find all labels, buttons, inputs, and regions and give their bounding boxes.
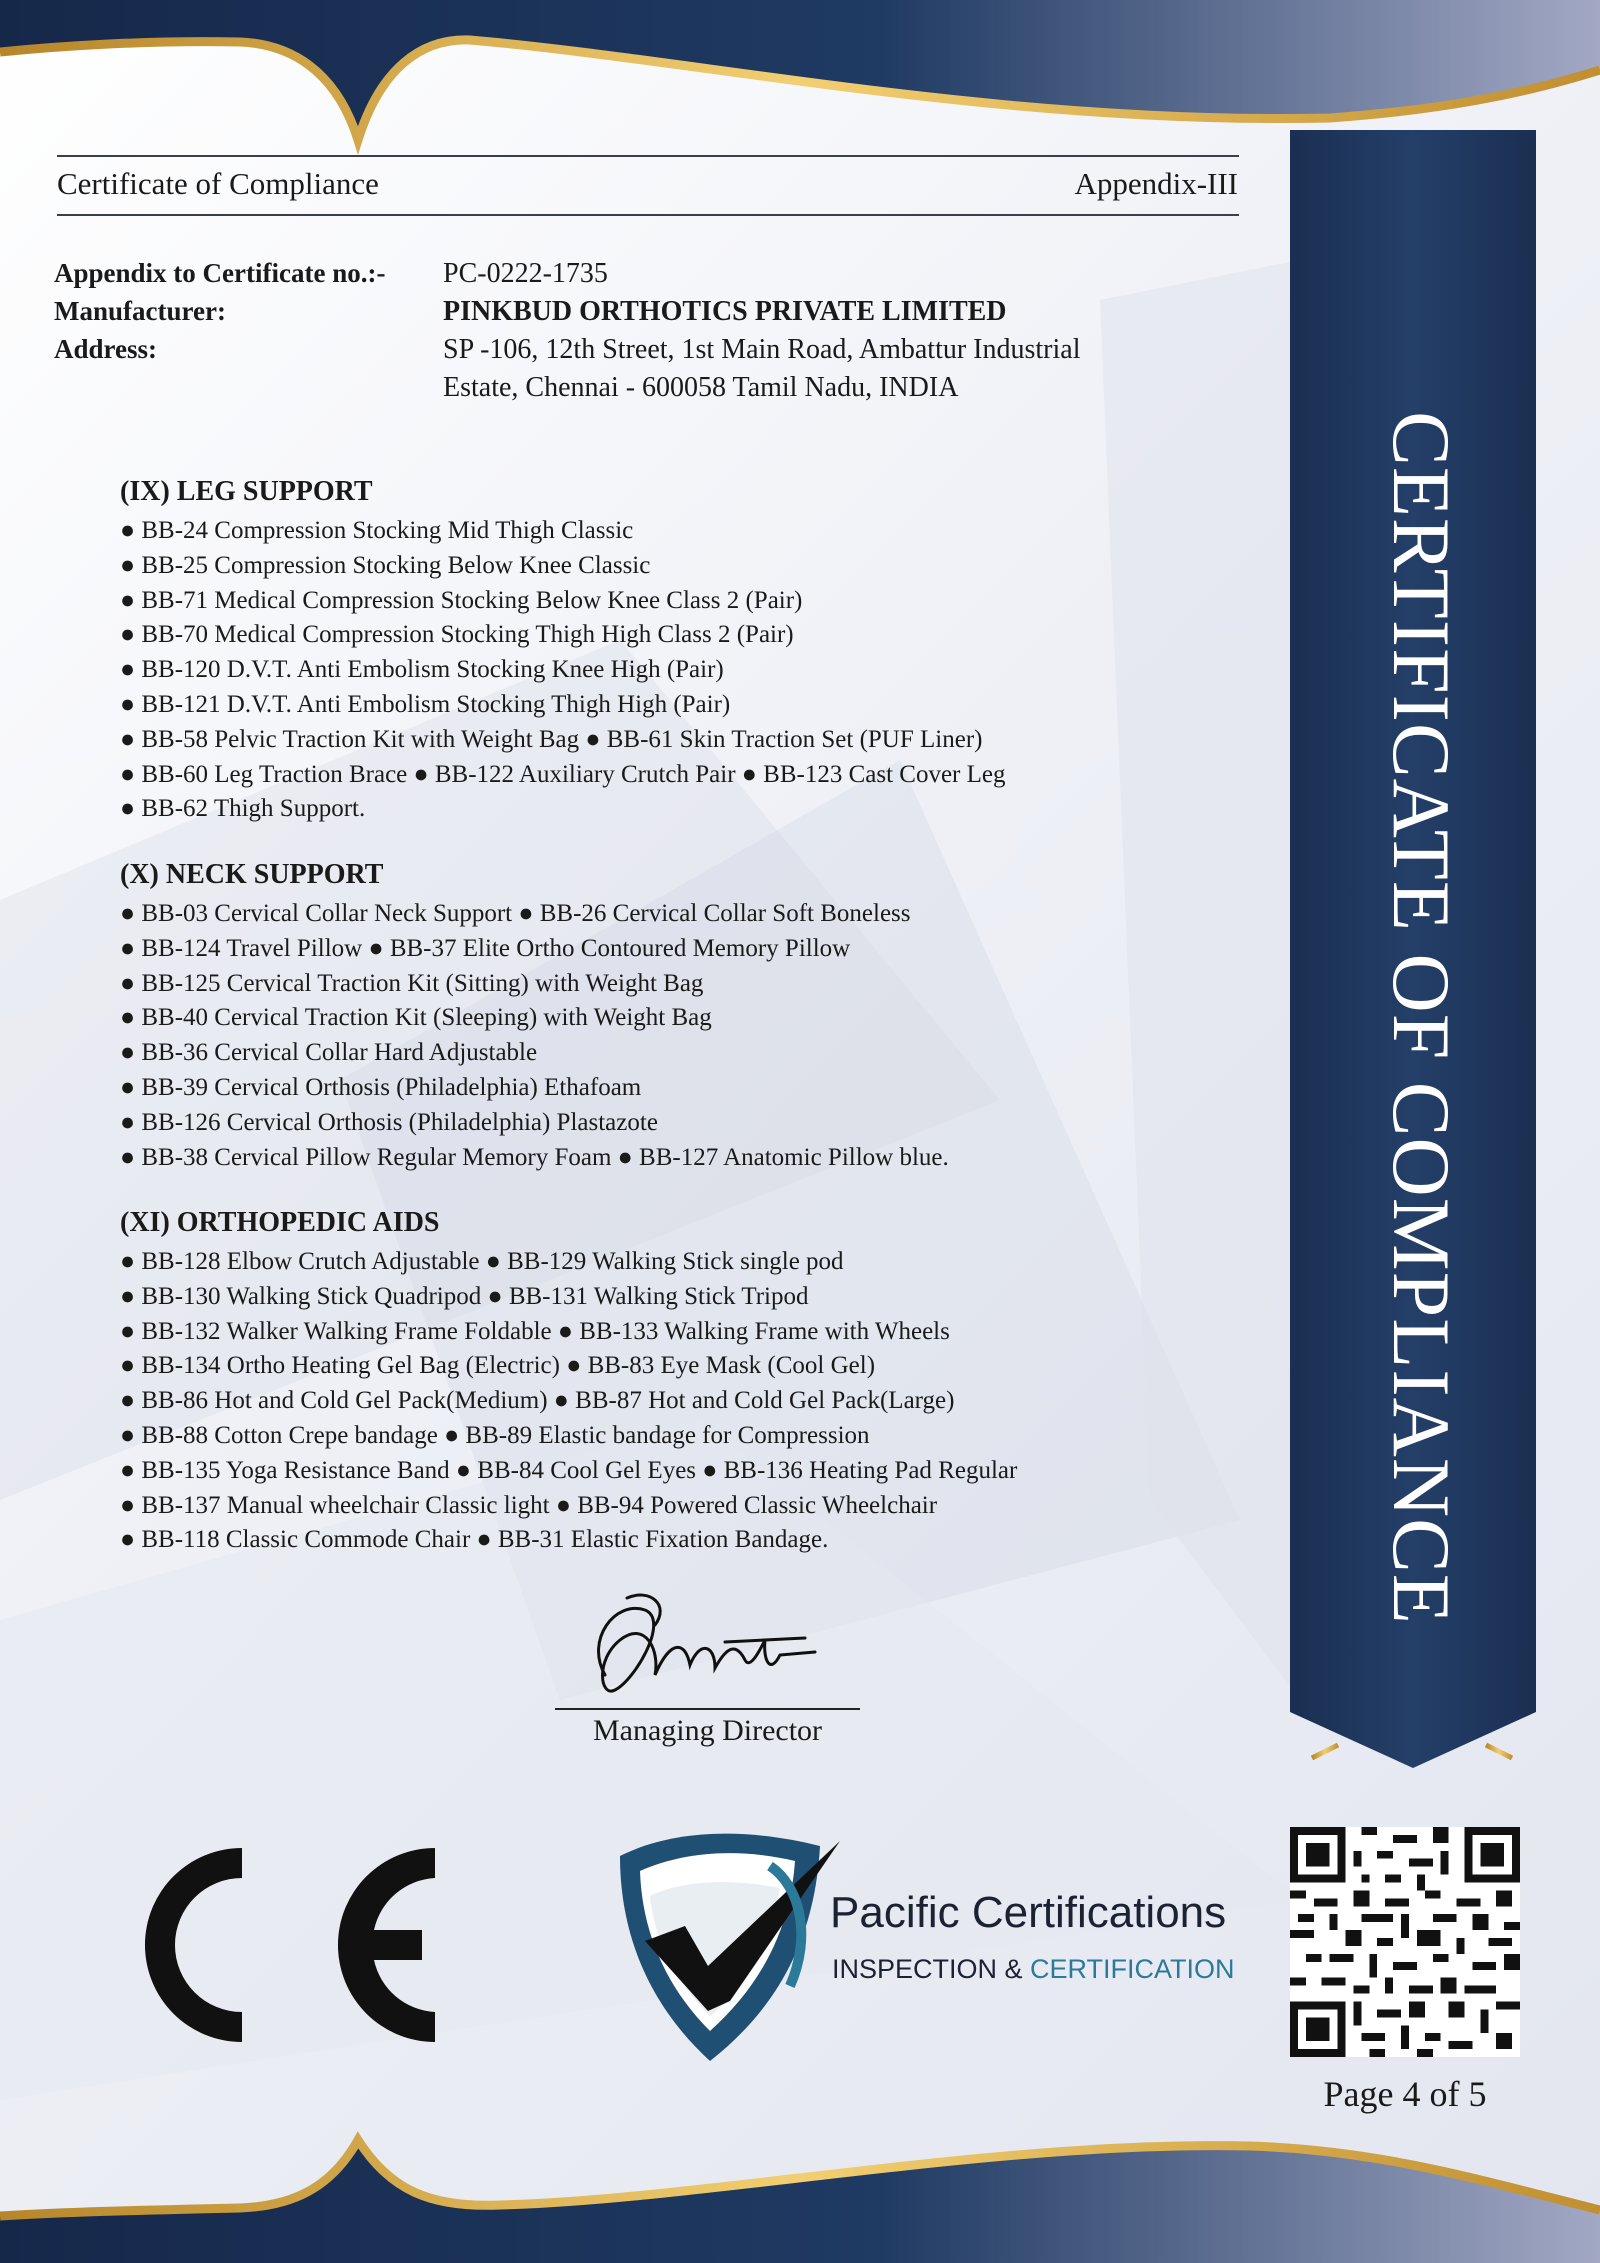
product-line: ● BB-130 Walking Stick Quadripod ● BB-131 Walking Stick Tripod: [120, 1282, 809, 1310]
company-tagline: [832, 1954, 1235, 1985]
ce-mark-logo: [130, 1830, 450, 2060]
product-line: ● BB-125 Cervical Traction Kit (Sitting) with Weight Bag: [120, 969, 704, 997]
tagline-dark: INSPECTION &: [832, 1954, 1031, 1984]
qr-code-icon: [1290, 1827, 1520, 2057]
product-line: ● BB-135 Yoga Resistance Band ● BB-84 Cool Gel Eyes ● BB-136 Heating Pad Regular: [120, 1456, 1018, 1484]
product-line: ● BB-88 Cotton Crepe bandage ● BB-89 Elastic bandage for Compression: [120, 1421, 870, 1449]
product-line: ● BB-126 Cervical Orthosis (Philadelphia) Plastazote: [120, 1108, 658, 1136]
product-line: ● BB-137 Manual wheelchair Classic light ● BB-94 Powered Classic Wheelchair: [120, 1491, 938, 1519]
product-line: ● BB-118 Classic Commode Chair ● BB-31 Elastic Fixation Bandage.: [120, 1526, 829, 1554]
header-title: Certificate of Compliance: [57, 166, 379, 201]
product-line: ● BB-58 Pelvic Traction Kit with Weight Bag ● BB-61 Skin Traction Set (PUF Liner): [120, 725, 983, 753]
banner-title: CERTIFICATE OF COMPLIANCE: [1376, 411, 1467, 1625]
product-line: ● BB-03 Cervical Collar Neck Support ● BB-26 Cervical Collar Soft Boneless: [120, 900, 911, 927]
product-line: ● BB-24 Compression Stocking Mid Thigh Classic: [120, 517, 634, 544]
product-line: ● BB-38 Cervical Pillow Regular Memory Foam ● BB-127 Anatomic Pillow blue.: [120, 1143, 949, 1171]
signature-rule: [555, 1708, 860, 1710]
product-line: ● BB-40 Cervical Traction Kit (Sleeping) with Weight Bag: [120, 1004, 712, 1032]
product-line: ● BB-36 Cervical Collar Hard Adjustable: [120, 1039, 538, 1067]
signature-image: [575, 1580, 835, 1710]
tagline-teal: CERTIFICATION: [1030, 1954, 1235, 1984]
header-top-rule: [57, 155, 1239, 157]
section-leg-support: [120, 474, 1250, 827]
product-line: ● BB-128 Elbow Crutch Adjustable ● BB-129 Walking Stick single pod: [120, 1248, 844, 1275]
product-line: ● BB-25 Compression Stocking Below Knee Classic: [120, 551, 651, 579]
header-bottom-rule: [57, 214, 1239, 216]
product-line: ● BB-132 Walker Walking Frame Foldable ● BB-133 Walking Frame with Wheels: [120, 1317, 950, 1345]
section-orthopedic-aids: [120, 1205, 1250, 1558]
product-line: ● BB-86 Hot and Cold Gel Pack(Medium) ● BB-87 Hot and Cold Gel Pack(Large): [120, 1387, 955, 1415]
product-line: ● BB-71 Medical Compression Stocking Below Knee Class 2 (Pair): [120, 586, 803, 614]
product-line: ● BB-62 Thigh Support.: [120, 795, 366, 823]
product-line: ● BB-124 Travel Pillow ● BB-37 Elite Ortho Contoured Memory Pillow: [120, 934, 851, 962]
section-title: (X) NECK SUPPORT: [120, 859, 384, 890]
product-line: ● BB-70 Medical Compression Stocking Thigh High Class 2 (Pair): [120, 621, 794, 649]
product-line: ● BB-121 D.V.T. Anti Embolism Stocking Thigh High (Pair): [120, 690, 731, 718]
section-title: (IX) LEG SUPPORT: [120, 476, 373, 507]
shield-check-icon: [590, 1826, 850, 2066]
section-neck-support: [120, 857, 1250, 1175]
product-line: ● BB-39 Cervical Orthosis (Philadelphia) Ethafoam: [120, 1073, 642, 1101]
signature-caption: Managing Director: [592, 1714, 823, 1747]
manufacturer-value: PINKBUD ORTHOTICS PRIVATE LIMITED: [443, 296, 1007, 327]
page-number: Page 4 of 5: [1323, 2074, 1487, 2114]
product-line: ● BB-60 Leg Traction Brace ● BB-122 Auxiliary Crutch Pair ● BB-123 Cast Cover Leg: [120, 760, 1006, 788]
address-label: Address:: [54, 334, 158, 364]
product-line: ● BB-120 D.V.T. Anti Embolism Stocking Knee High (Pair): [120, 656, 724, 684]
address-line-1: SP -106, 12th Street, 1st Main Road, Ambattur Industrial: [443, 334, 1081, 365]
manufacturer-label: Manufacturer:: [54, 296, 226, 326]
address-line-2: Estate, Chennai - 600058 Tamil Nadu, INDIA: [443, 372, 959, 403]
header-appendix: Appendix-III: [1074, 166, 1238, 201]
company-name: Pacific Certifications: [830, 1888, 1227, 1937]
certificate-number-label: Appendix to Certificate no.:-: [54, 258, 386, 288]
section-title: (XI) ORTHOPEDIC AIDS: [120, 1207, 440, 1238]
certificate-number-value: PC-0222-1735: [443, 258, 608, 289]
product-line: ● BB-134 Ortho Heating Gel Bag (Electric) ● BB-83 Eye Mask (Cool Gel): [120, 1352, 876, 1380]
